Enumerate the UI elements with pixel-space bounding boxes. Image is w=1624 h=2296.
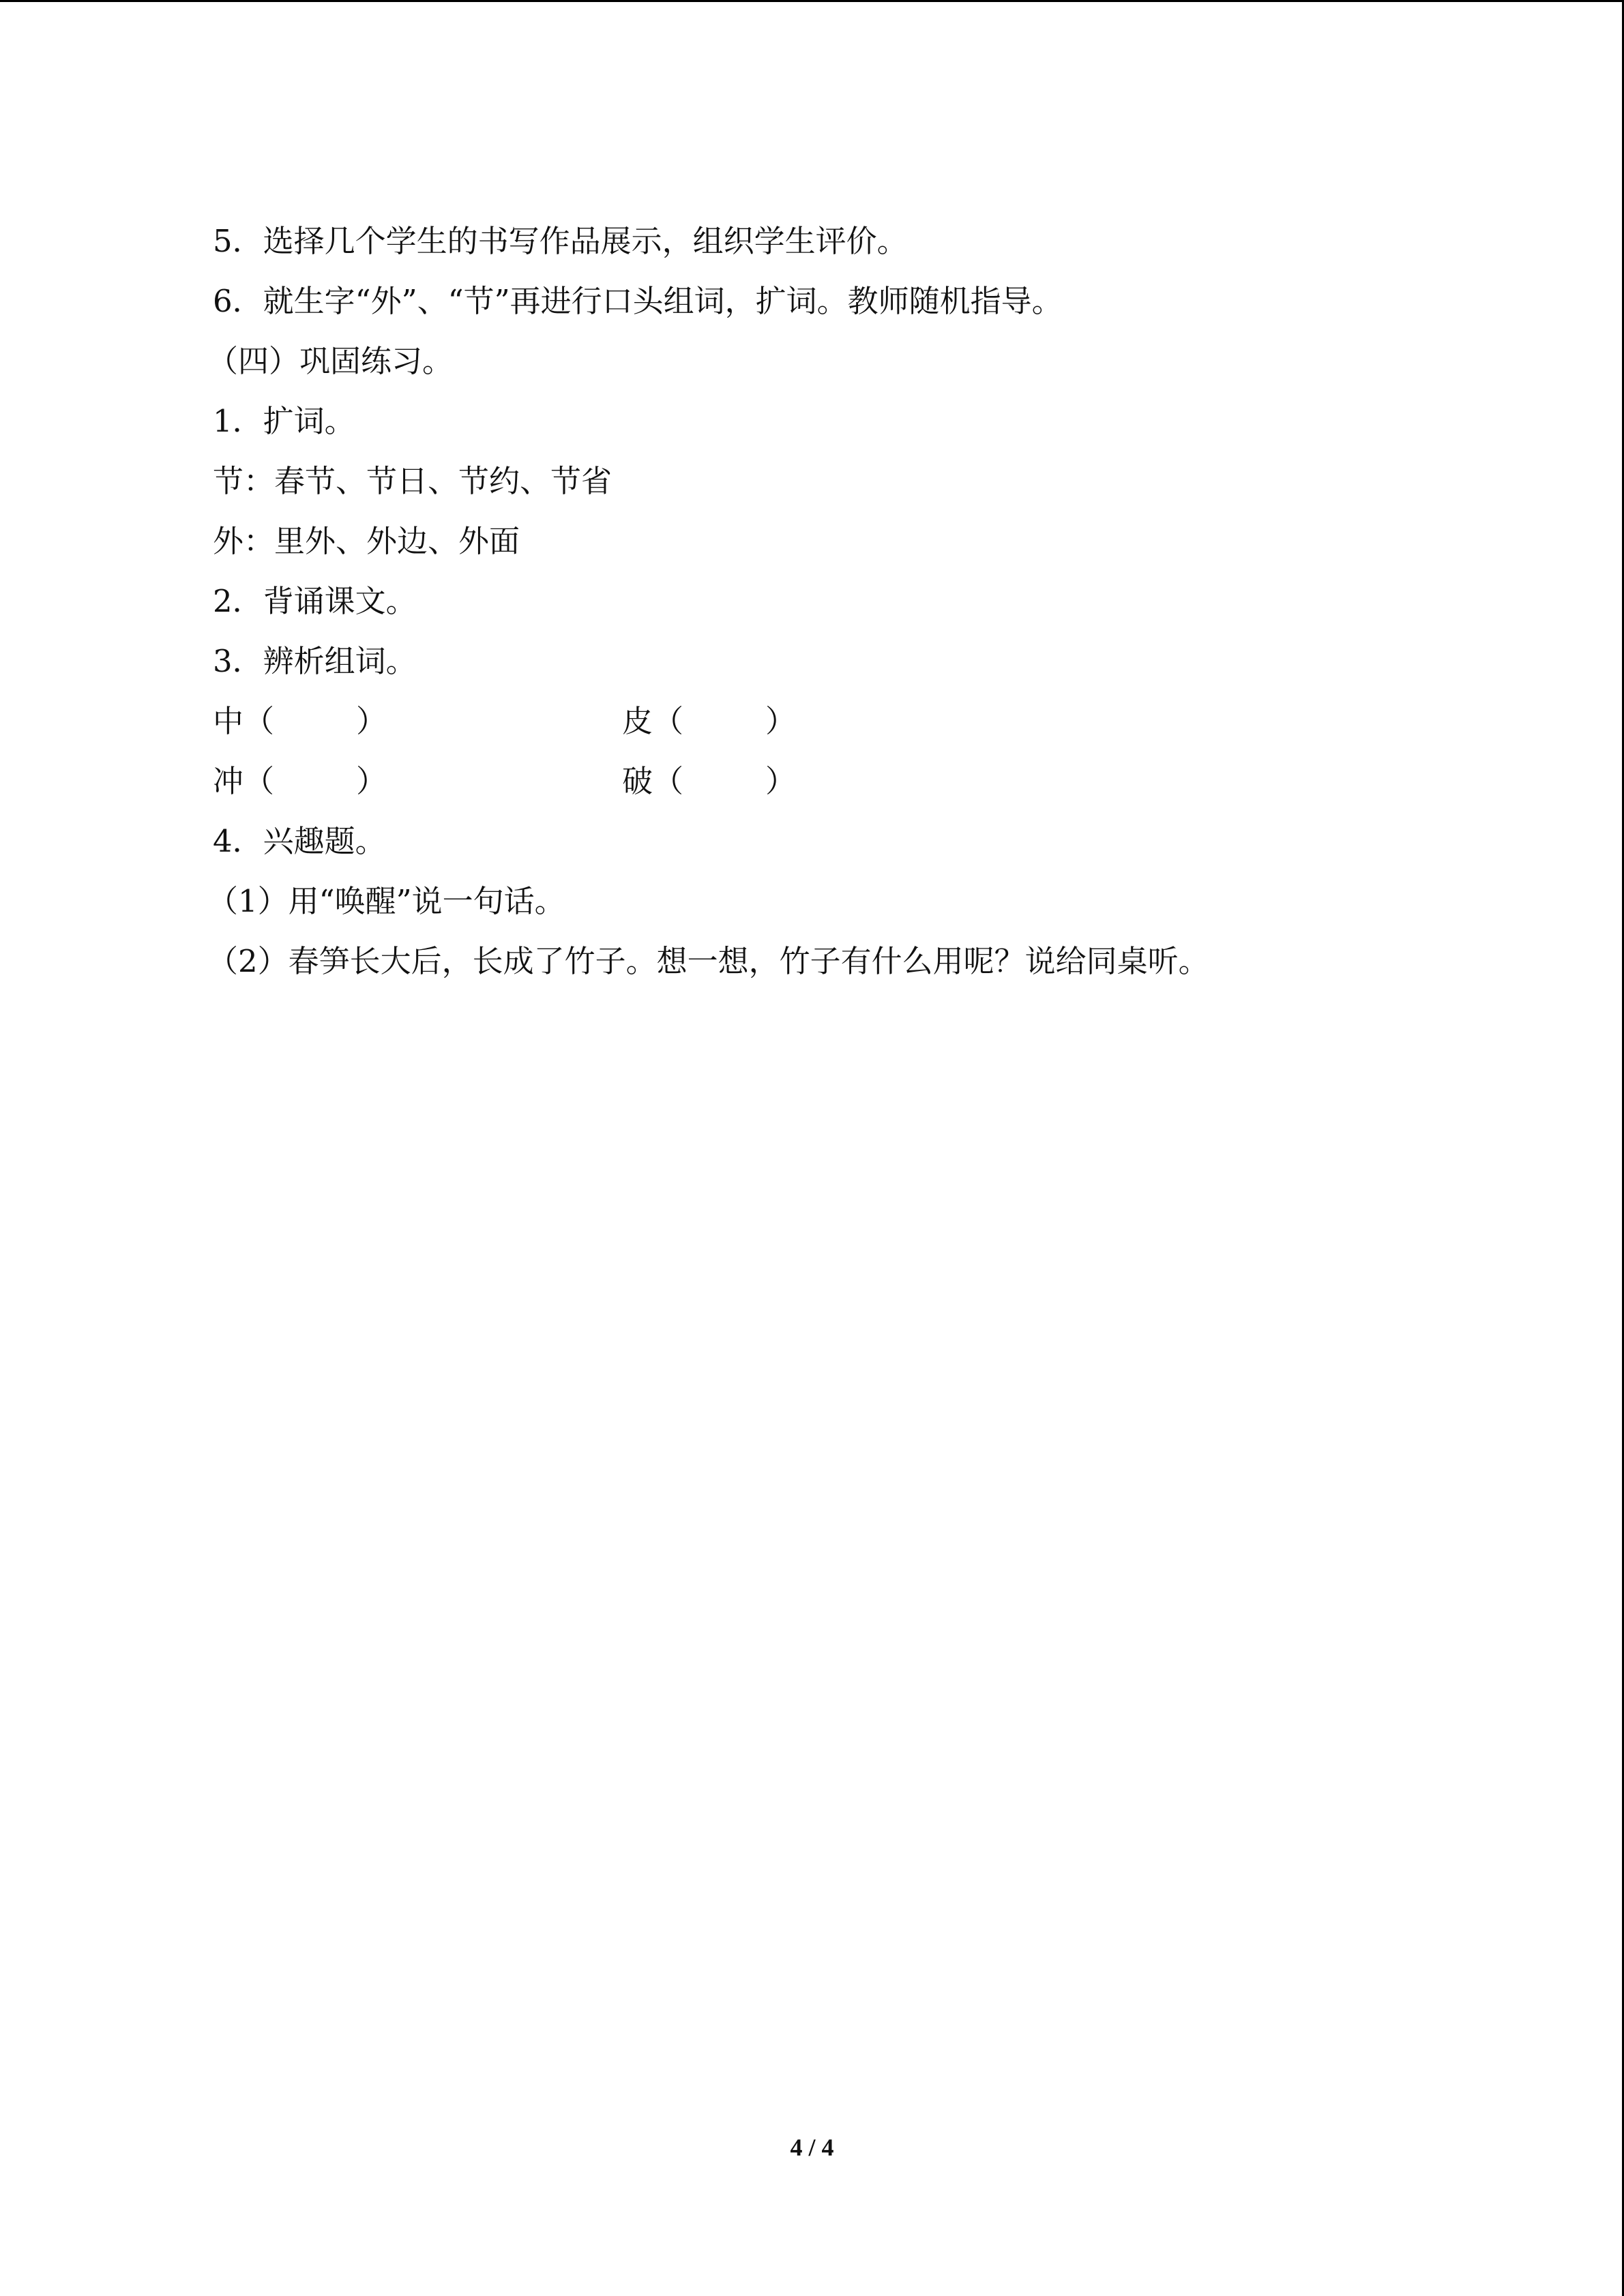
text-line-question-2: （2）春笋长大后，长成了竹子。想一想，竹子有什么用呢？说给同桌听。: [207, 943, 1209, 979]
word-blank-chong: 冲（ ）: [213, 763, 387, 799]
word-blank-po: 破（ ）: [622, 763, 797, 799]
text-line-distinguish: 3．辨析组词。: [213, 643, 417, 679]
text-line-expand-words: 1．扩词。: [213, 403, 355, 439]
text-line-interest: 4．兴趣题。: [213, 823, 386, 859]
page-number: 4 / 4: [790, 2134, 834, 2161]
text-line-jie-words: 节：春节、节日、节约、节省: [213, 463, 612, 499]
word-blank-zhong: 中（ ）: [213, 703, 387, 739]
text-line-recite: 2．背诵课文。: [213, 583, 417, 619]
text-line-item-5: 5．选择几个学生的书写作品展示，组织学生评价。: [213, 223, 908, 259]
text-line-wai-words: 外：里外、外边、外面: [213, 523, 520, 559]
text-line-item-6: 6．就生字“外”、“节”再进行口头组词，扩词。教师随机指导。: [213, 283, 1063, 319]
text-line-question-1: （1）用“唤醒”说一句话。: [207, 883, 565, 919]
top-border: [0, 0, 1624, 2]
word-pair-row: [213, 691, 1509, 751]
word-pair-row: [213, 751, 1509, 811]
word-blank-pi: 皮（ ）: [622, 703, 797, 739]
section-heading-practice: （四）巩固练习。: [207, 343, 454, 379]
document-body: [207, 211, 1509, 992]
